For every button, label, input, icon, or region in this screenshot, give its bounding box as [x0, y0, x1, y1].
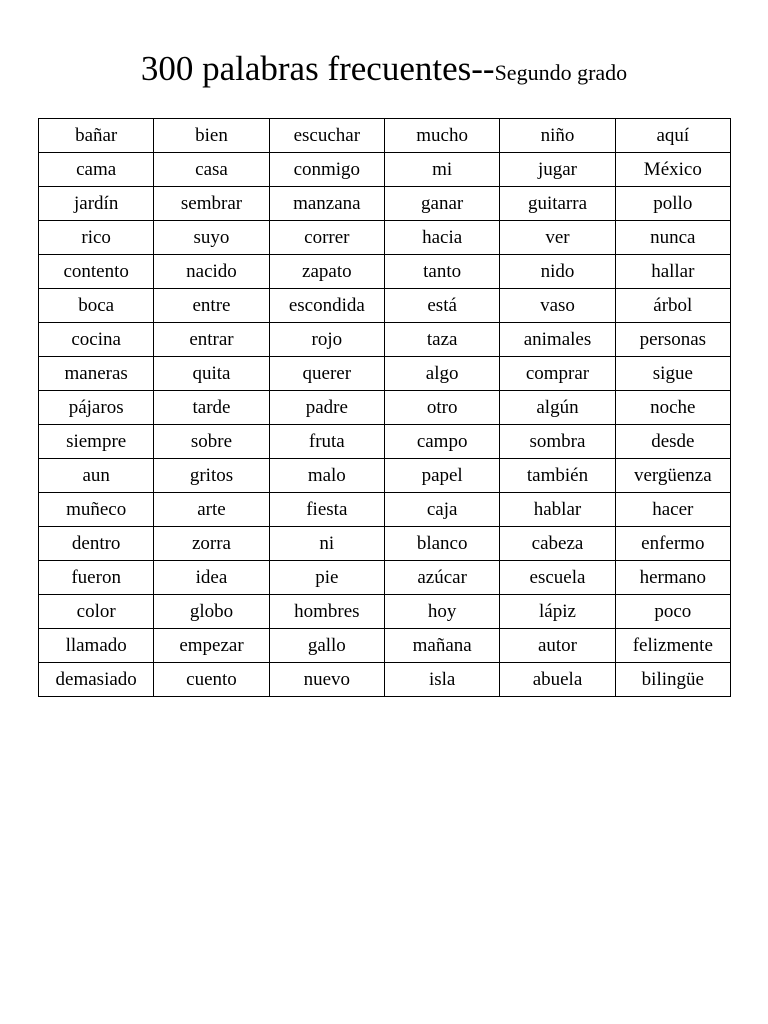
table-row — [39, 595, 731, 629]
table-row — [39, 221, 731, 255]
table-row — [39, 391, 731, 425]
word-cell: ver — [500, 221, 615, 255]
word-cell: algún — [500, 391, 615, 425]
word-cell: sobre — [154, 425, 269, 459]
word-cell: sombra — [500, 425, 615, 459]
word-cell: blanco — [384, 527, 499, 561]
title-main: 300 palabras frecuentes-- — [140, 49, 495, 88]
word-cell: nacido — [154, 255, 269, 289]
word-cell: fruta — [269, 425, 384, 459]
word-cell: lápiz — [500, 595, 615, 629]
word-cell: idea — [154, 561, 269, 595]
word-cell: pollo — [615, 187, 730, 221]
word-cell: noche — [615, 391, 730, 425]
word-cell: cuento — [154, 663, 269, 697]
word-cell: taza — [384, 323, 499, 357]
word-cell: manzana — [269, 187, 384, 221]
word-cell: hombres — [269, 595, 384, 629]
word-cell: arte — [154, 493, 269, 527]
word-cell: llamado — [39, 629, 154, 663]
word-table-body — [39, 119, 731, 697]
word-cell: gritos — [154, 459, 269, 493]
word-cell: también — [500, 459, 615, 493]
word-cell: ni — [269, 527, 384, 561]
word-cell: jugar — [500, 153, 615, 187]
table-row — [39, 357, 731, 391]
table-row — [39, 629, 731, 663]
word-cell: hablar — [500, 493, 615, 527]
word-cell: padre — [269, 391, 384, 425]
word-cell: jardín — [39, 187, 154, 221]
table-row — [39, 289, 731, 323]
table-row — [39, 255, 731, 289]
table-row — [39, 459, 731, 493]
word-cell: árbol — [615, 289, 730, 323]
word-cell: tanto — [384, 255, 499, 289]
word-cell: desde — [615, 425, 730, 459]
word-cell: vaso — [500, 289, 615, 323]
word-cell: aquí — [615, 119, 730, 153]
word-cell: entrar — [154, 323, 269, 357]
word-cell: quita — [154, 357, 269, 391]
word-cell: empezar — [154, 629, 269, 663]
word-cell: conmigo — [269, 153, 384, 187]
word-cell: escuchar — [269, 119, 384, 153]
word-cell: zorra — [154, 527, 269, 561]
table-row — [39, 527, 731, 561]
word-cell: rojo — [269, 323, 384, 357]
word-cell: hallar — [615, 255, 730, 289]
word-cell: mucho — [384, 119, 499, 153]
word-cell: casa — [154, 153, 269, 187]
word-cell: bilingüe — [615, 663, 730, 697]
word-cell: poco — [615, 595, 730, 629]
word-cell: hacer — [615, 493, 730, 527]
word-cell: isla — [384, 663, 499, 697]
table-row — [39, 187, 731, 221]
word-cell: globo — [154, 595, 269, 629]
word-cell: sigue — [615, 357, 730, 391]
word-cell: niño — [500, 119, 615, 153]
word-cell: siempre — [39, 425, 154, 459]
table-row — [39, 425, 731, 459]
title-subtitle: Segundo grado — [494, 60, 628, 85]
word-table — [38, 118, 731, 697]
word-cell: mi — [384, 153, 499, 187]
word-cell: cocina — [39, 323, 154, 357]
word-cell: malo — [269, 459, 384, 493]
word-cell: bañar — [39, 119, 154, 153]
word-cell: caja — [384, 493, 499, 527]
word-cell: escuela — [500, 561, 615, 595]
word-cell: demasiado — [39, 663, 154, 697]
word-cell: correr — [269, 221, 384, 255]
word-cell: autor — [500, 629, 615, 663]
word-cell: azúcar — [384, 561, 499, 595]
word-cell: animales — [500, 323, 615, 357]
word-cell: nunca — [615, 221, 730, 255]
table-row — [39, 561, 731, 595]
word-cell: papel — [384, 459, 499, 493]
word-cell: cama — [39, 153, 154, 187]
word-cell: sembrar — [154, 187, 269, 221]
table-row — [39, 119, 731, 153]
table-row — [39, 663, 731, 697]
table-row — [39, 153, 731, 187]
word-cell: enfermo — [615, 527, 730, 561]
word-cell: algo — [384, 357, 499, 391]
word-cell: vergüenza — [615, 459, 730, 493]
word-cell: suyo — [154, 221, 269, 255]
word-cell: muñeco — [39, 493, 154, 527]
word-cell: nido — [500, 255, 615, 289]
word-cell: comprar — [500, 357, 615, 391]
word-cell: querer — [269, 357, 384, 391]
word-cell: bien — [154, 119, 269, 153]
word-cell: tarde — [154, 391, 269, 425]
page-title — [0, 46, 768, 96]
word-cell: gallo — [269, 629, 384, 663]
word-cell: aun — [39, 459, 154, 493]
word-cell: fueron — [39, 561, 154, 595]
table-row — [39, 493, 731, 527]
word-cell: otro — [384, 391, 499, 425]
word-cell: escondida — [269, 289, 384, 323]
word-cell: contento — [39, 255, 154, 289]
word-cell: guitarra — [500, 187, 615, 221]
word-cell: hacia — [384, 221, 499, 255]
word-cell: boca — [39, 289, 154, 323]
word-cell: cabeza — [500, 527, 615, 561]
word-cell: entre — [154, 289, 269, 323]
word-cell: personas — [615, 323, 730, 357]
word-cell: hoy — [384, 595, 499, 629]
word-cell: felizmente — [615, 629, 730, 663]
word-cell: campo — [384, 425, 499, 459]
word-cell: mañana — [384, 629, 499, 663]
word-cell: dentro — [39, 527, 154, 561]
word-cell: está — [384, 289, 499, 323]
word-cell: ganar — [384, 187, 499, 221]
word-cell: color — [39, 595, 154, 629]
word-cell: nuevo — [269, 663, 384, 697]
word-cell: México — [615, 153, 730, 187]
word-cell: pájaros — [39, 391, 154, 425]
word-cell: pie — [269, 561, 384, 595]
word-cell: hermano — [615, 561, 730, 595]
word-cell: rico — [39, 221, 154, 255]
word-cell: fiesta — [269, 493, 384, 527]
word-cell: maneras — [39, 357, 154, 391]
word-cell: zapato — [269, 255, 384, 289]
table-row — [39, 323, 731, 357]
word-cell: abuela — [500, 663, 615, 697]
